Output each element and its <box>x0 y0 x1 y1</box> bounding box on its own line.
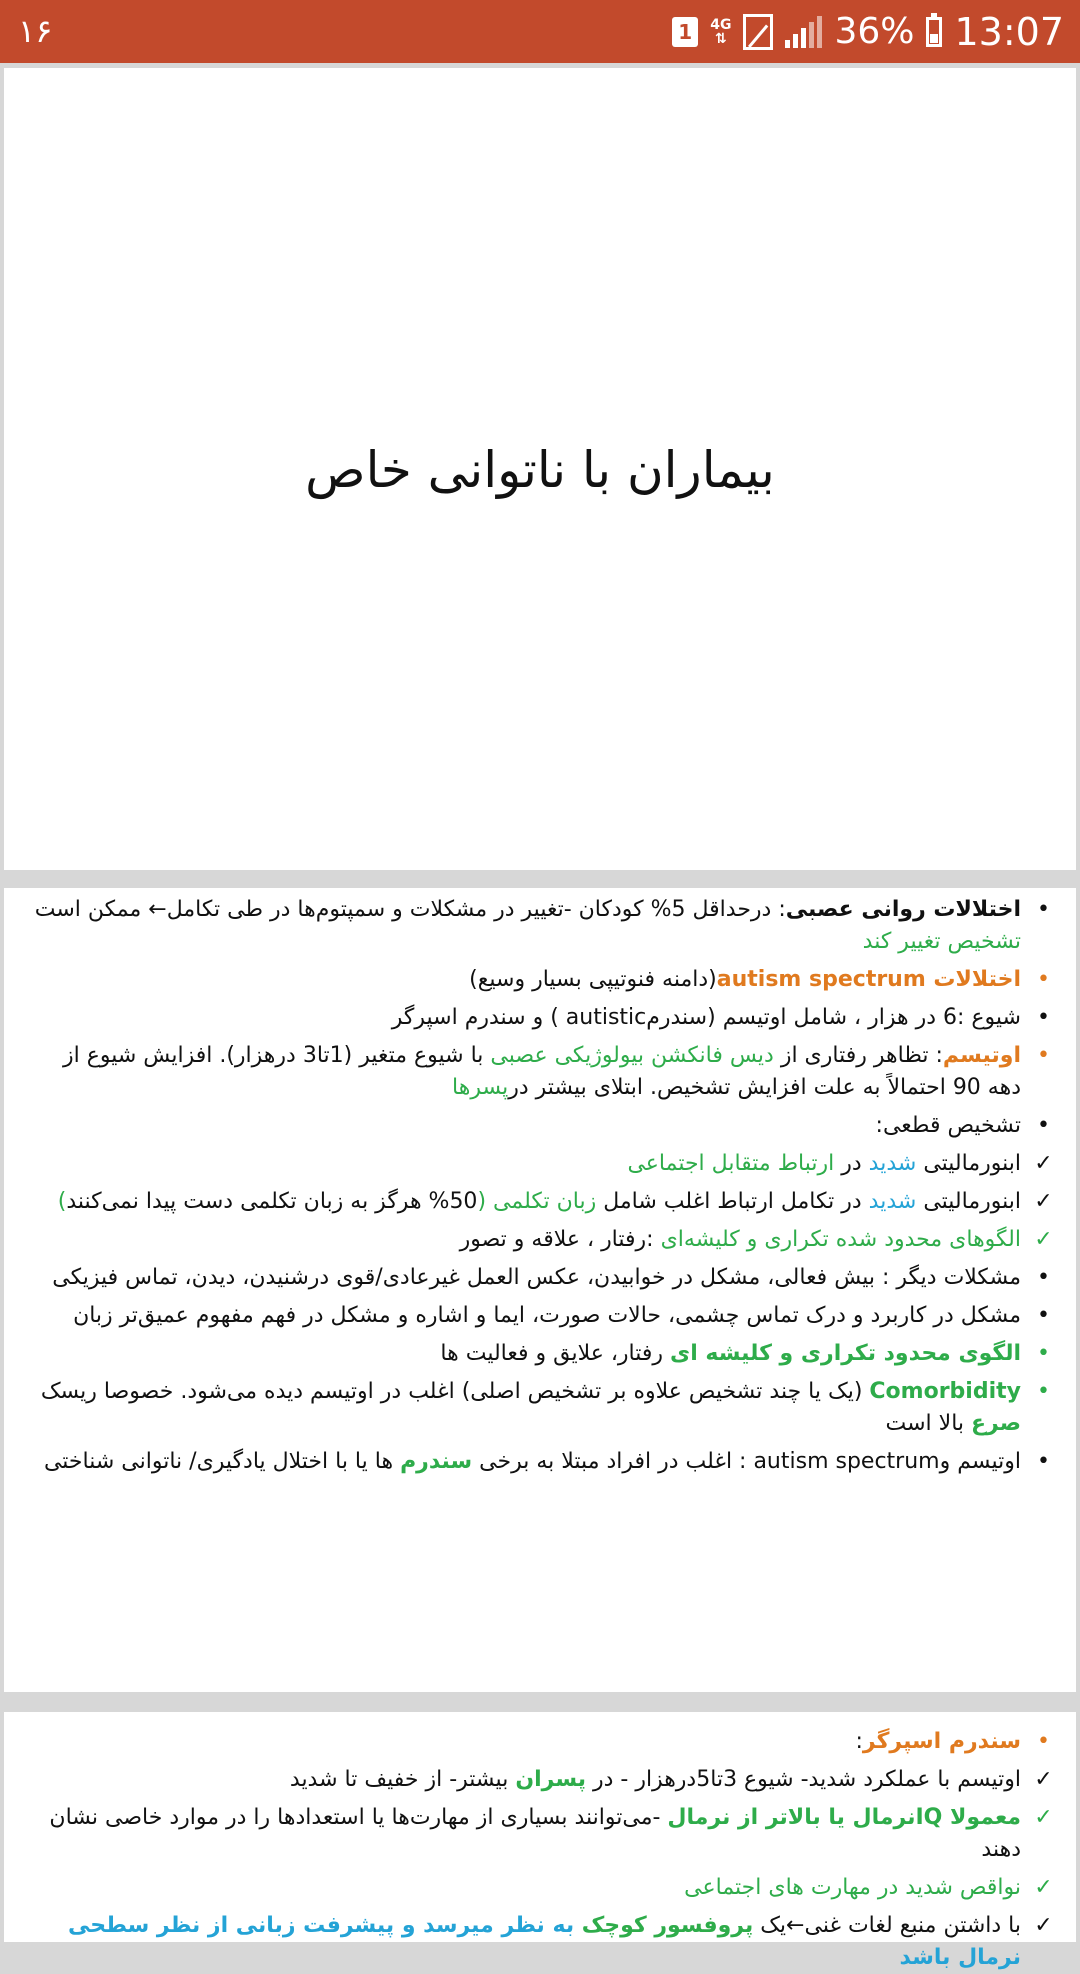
notification-icon: 1 <box>672 17 698 47</box>
slide-1[interactable] <box>4 68 1076 870</box>
slide-3[interactable] <box>4 1712 1076 1970</box>
list-item <box>4 1446 1076 1478</box>
list-item <box>4 1300 1076 1332</box>
battery-icon <box>926 17 942 47</box>
text: تشخیص قطعی: <box>875 1113 1021 1138</box>
highlight: شدید <box>868 1189 917 1214</box>
list-item <box>4 1040 1076 1104</box>
list-item <box>4 1376 1076 1440</box>
list-item <box>4 1262 1076 1294</box>
highlight: پسرها <box>452 1075 509 1100</box>
highlight: ارتباط متقابل اجتماعی <box>627 1151 835 1176</box>
list-item <box>4 964 1076 996</box>
list-item <box>4 1802 1076 1866</box>
battery-percent: 36% <box>834 11 915 52</box>
paren: ( <box>477 1189 494 1214</box>
text: مشکل در کاربرد و درک تماس چشمی، حالات صورت، ایما و اشاره و مشکل در فهم مفهوم عمیق‌تر زبان <box>73 1303 1021 1328</box>
highlight: دیس فانکشن بیولوژیکی عصبی <box>490 1043 774 1068</box>
highlight: پسران <box>515 1767 586 1792</box>
list-item <box>4 1148 1076 1180</box>
text: با داشتن منبع لغات غنی←یک <box>753 1913 1021 1938</box>
text: رفتار، علایق و فعالیت ها <box>440 1341 671 1366</box>
text: در تکامل ارتباط اغلب شامل <box>596 1189 869 1214</box>
text: : اغلب در افراد مبتلا به برخی <box>472 1449 754 1474</box>
text: اوتیسم و <box>939 1449 1021 1474</box>
highlight: پروفسور کوچک <box>581 1913 754 1938</box>
text: ابنورمالیتی <box>916 1151 1021 1176</box>
highlight: معمولا IQنرمال یا بالاتر از نرمال <box>667 1805 1021 1830</box>
signal-icon <box>785 16 822 48</box>
text: (دامنه فنوتیپی بسیار وسیع) <box>469 967 717 992</box>
network-4g-icon: 4G ⇅ <box>710 16 732 47</box>
text: : <box>855 1729 863 1754</box>
slide-2[interactable] <box>4 888 1076 1692</box>
highlight: صرع <box>971 1411 1021 1436</box>
slide-title: بیماران با ناتوانی خاص <box>305 441 775 499</box>
clock: 13:07 <box>954 9 1064 54</box>
text: (یک یا چند تشخیص علاوه بر تشخیص اصلی) اغلب در اوتیسم دیده می‌شود. خصوصا ریسک <box>40 1379 870 1404</box>
text: : تظاهر رفتاری از <box>773 1043 943 1068</box>
list-item <box>4 1726 1076 1758</box>
list-item <box>4 1764 1076 1796</box>
term-en: Comorbidity <box>869 1379 1021 1404</box>
list-item <box>4 1338 1076 1370</box>
list-item <box>4 1872 1076 1904</box>
text: :رفتار ، علاقه و تصور <box>459 1227 661 1252</box>
text: ها یا با اختلال یادگیری/ ناتوانی شناختی <box>43 1449 401 1474</box>
term: اوتیسم <box>942 1043 1021 1068</box>
highlight: سندرم <box>400 1449 473 1474</box>
text: شیوع :6 در هزار ، شامل اوتیسم (سندرمautistic ) و سندرم اسپرگر <box>391 1005 1021 1030</box>
network-type: 4G <box>710 16 732 33</box>
status-icons <box>672 0 1064 63</box>
sim-icon <box>743 14 773 50</box>
term-en: autism spectrum <box>753 1449 940 1474</box>
highlight: تشخیص تغییر کند <box>862 929 1021 954</box>
highlight: زبان تکلمی <box>493 1189 597 1214</box>
text: بیشتر- از خفیف تا شدید <box>289 1767 516 1792</box>
text: مشکلات دیگر : بیش فعالی، مشکل در خوابیدن، عکس العمل غیرعادی/قوی درشنیدن، دیدن، تماس فیزیکی <box>52 1265 1021 1290</box>
term: سندرم اسپرگر <box>862 1729 1021 1754</box>
list-item <box>4 1186 1076 1218</box>
text: : درحداقل 5% کودکان -تغییر در مشکلات و سمپتوم‌ها در طی تکامل← ممکن است <box>34 897 786 922</box>
page-number: ۱۶ <box>18 12 53 50</box>
highlight: به نظر میرسد و پیشرفت زبانی از نظر سطحی نرمال باشد <box>68 1913 1021 1970</box>
highlight: شدید <box>868 1151 917 1176</box>
text: 50% هرگز به زبان تکلمی دست پیدا نمی‌کنند <box>66 1189 478 1214</box>
highlight: الگوی محدود تکراری و کلیشه ای <box>670 1341 1021 1366</box>
term: اختلالات <box>925 967 1021 992</box>
term: اختلالات روانی عصبی <box>785 897 1021 922</box>
bullet-list <box>4 888 1076 1478</box>
list-item <box>4 1002 1076 1034</box>
text: ابنورمالیتی <box>916 1189 1021 1214</box>
highlight: نواقص شدید در مهارت های اجتماعی <box>684 1875 1021 1900</box>
bullet-list <box>4 1712 1076 1974</box>
text: با شیوع متغیر (1تا3 درهزار). افزایش شیوع از دهه 90 احتمالاً به علت افزایش تشخیص. ابتلای بیشتر در <box>63 1043 1021 1100</box>
text: اوتیسم با عملکرد شدید- شیوع 3تا5درهزار - در <box>585 1767 1021 1792</box>
paren: ) <box>57 1189 67 1214</box>
term-en: autism spectrum <box>716 967 926 992</box>
list-item <box>4 1224 1076 1256</box>
text: -می‌توانند بسیاری از مهارت‌ها یا استعدادها را در موارد خاصی نشان دهند <box>49 1805 1021 1862</box>
highlight: الگوهای محدود شده تکراری و کلیشه‌ای <box>660 1227 1021 1252</box>
text: بالا است <box>885 1411 972 1436</box>
text: در <box>834 1151 869 1176</box>
status-bar <box>0 0 1080 63</box>
list-item <box>4 894 1076 958</box>
list-item <box>4 1110 1076 1142</box>
